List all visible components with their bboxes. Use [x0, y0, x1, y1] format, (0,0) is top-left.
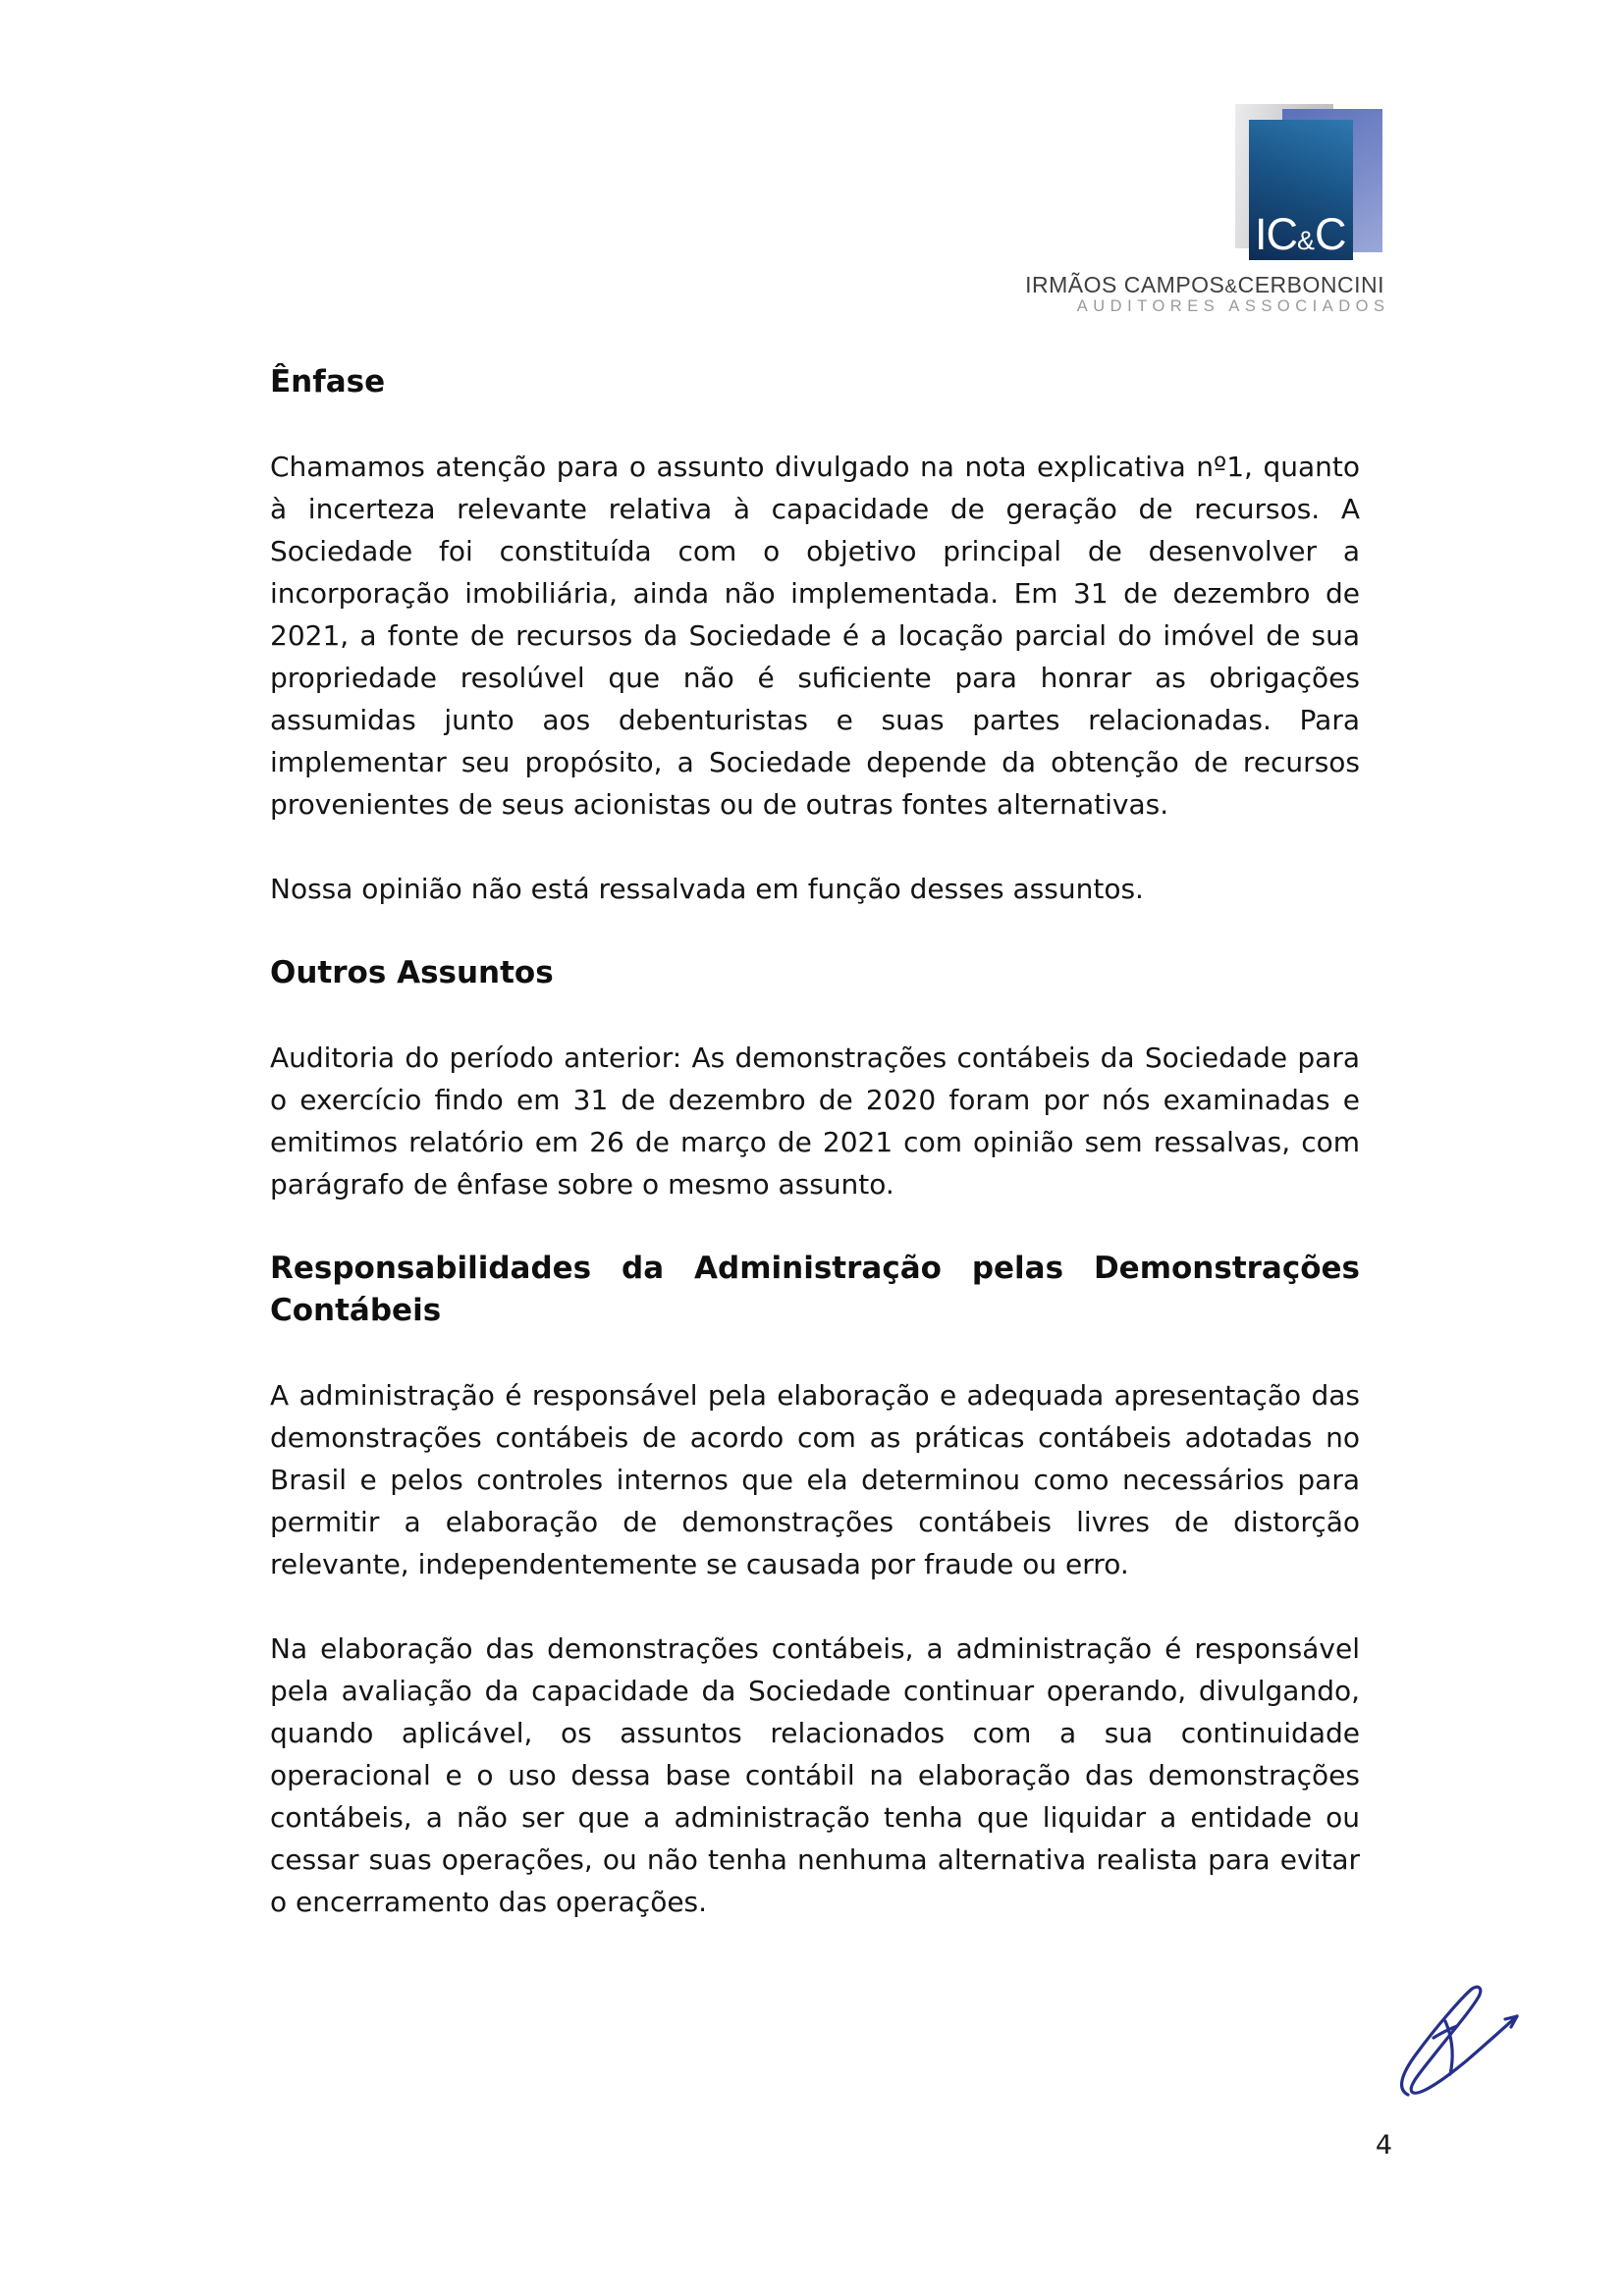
paragraph-responsabilidades-1: A administração é responsável pela elaboração e adequada apresentação das demonstrações contábeis de acordo com as práticas contábeis adotadas no Brasil e pelos controles internos que ela determinou como necessários para permitir a elaboração de demonstrações contábeis livres de distorção relevante, independentemente se causada por fraude ou erro.: [270, 1379, 1360, 1580]
logo-monogram: [1255, 209, 1346, 259]
firm-name-part1: IRMÃOS CAMPOS: [1025, 272, 1225, 297]
firm-name: [1025, 272, 1384, 298]
monogram-ic: IC: [1255, 209, 1297, 259]
page-number: 4: [1375, 2130, 1392, 2161]
monogram-ampersand: &: [1297, 226, 1316, 255]
icc-logo: [1235, 103, 1382, 260]
paragraph-enfase-2: Nossa opinião não está ressalvada em função desses assuntos.: [270, 873, 1144, 905]
signature-scribble: [1392, 1979, 1520, 2102]
firm-tagline: AUDITORES ASSOCIADOS: [1076, 297, 1390, 315]
firm-name-part2: CERBONCINI: [1237, 272, 1384, 297]
heading-outros-assuntos: Outros Assuntos: [270, 955, 554, 990]
monogram-c: C: [1315, 209, 1346, 259]
paragraph-enfase-1: Chamamos atenção para o assunto divulgado na nota explicativa nº1, quanto à incerteza relevante relativa à capacidade de geração de recursos. A Sociedade foi constituída com o objetivo principal de desenvolver a incorporação imobiliária, ainda não implementada. Em 31 de dezembro de 2021, a fonte de recursos da Sociedade é a locação parcial do imóvel de sua propriedade resolúvel que não é suficiente para honrar as obrigações assumidas junto aos debenturistas e suas partes relacionadas. Para implementar seu propósito, a Sociedade depende da obtenção de recursos provenientes de seus acionistas ou de outras fontes alternativas.: [270, 451, 1360, 821]
heading-responsabilidades: Responsabilidades da Administração pelas Demonstrações Contábeis: [270, 1251, 1360, 1328]
heading-enfase: Ênfase: [270, 364, 386, 400]
paragraph-outros-assuntos: Auditoria do período anterior: As demonstrações contábeis da Sociedade para o exercício findo em 31 de dezembro de 2020 foram por nós examinadas e emitimos relatório em 26 de março de 2021 com opinião sem ressalvas, com parágrafo de ênfase sobre o mesmo assunto.: [270, 1041, 1360, 1201]
firm-name-ampersand: &: [1224, 277, 1238, 297]
paragraph-responsabilidades-2: Na elaboração das demonstrações contábeis, a administração é responsável pela avaliação da capacidade da Sociedade continuar operando, divulgando, quando aplicável, os assuntos relacionados com a sua continuidade operacional e o uso dessa base contábil na elaboração das demonstrações contábeis, a não ser que a administração tenha que liquidar a entidade ou cessar suas operações, ou não tenha nenhuma alternativa realista para evitar o encerramento das operações.: [270, 1632, 1360, 1918]
logo-navy-rectangle: [1249, 120, 1353, 260]
report-body: [270, 361, 1360, 1923]
